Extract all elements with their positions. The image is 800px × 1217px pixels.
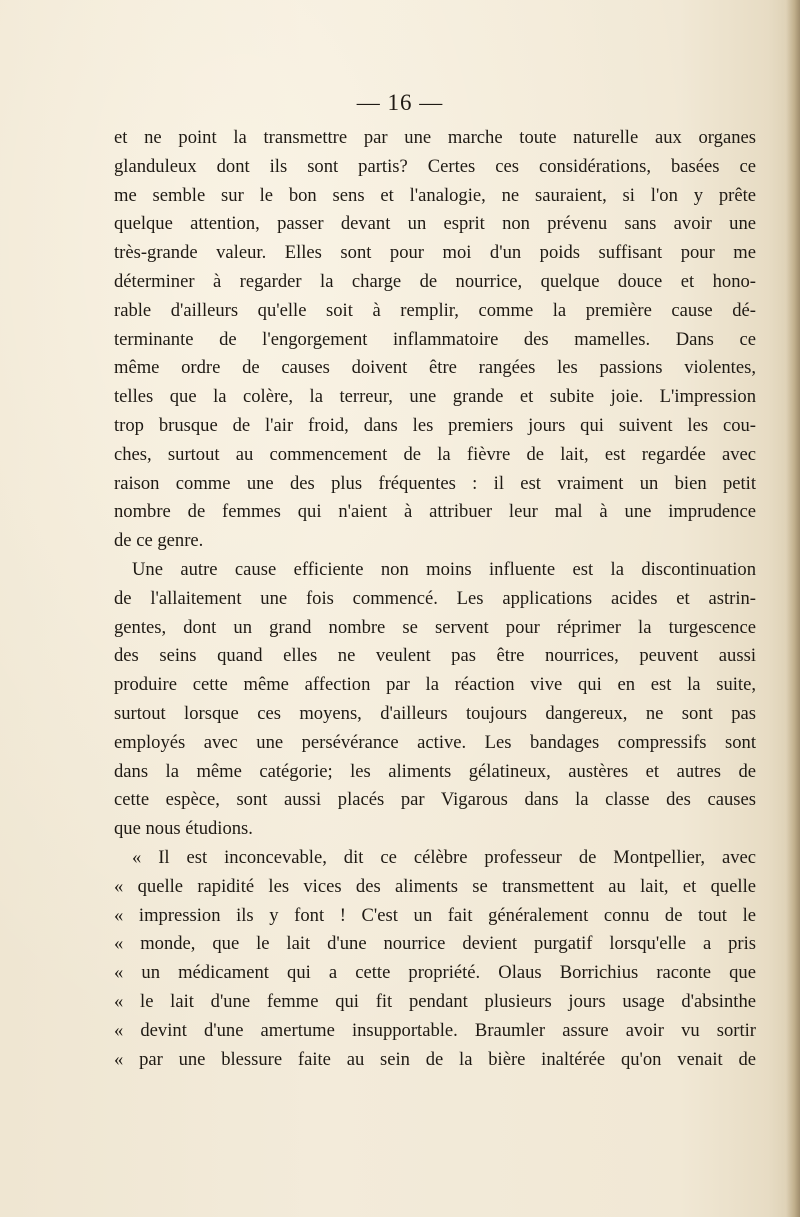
text-line: cette espèce, sont aussi placés par Vigarous dans la classe des causes xyxy=(114,789,756,811)
page-edge-shadow xyxy=(786,0,800,1217)
text-line: de ce genre. xyxy=(114,530,204,552)
text-line: et ne point la transmettre par une marche toute naturelle aux organes xyxy=(114,127,756,148)
text-line: glanduleux dont ils sont partis? Certes ces considérations, basées ce xyxy=(114,155,756,177)
text-line: produire cette même affection par la réaction vive qui en est la suite, xyxy=(114,674,756,696)
text-line: terminante de l'engorgement inflammatoire des mamelles. Dans ce xyxy=(114,328,756,350)
text-line: ches, surtout au commencement de la fièvre de lait, est regardée avec xyxy=(114,443,756,465)
text-line: employés avec une persévérance active. Les bandages compressifs sont xyxy=(114,731,756,753)
text-line: « quelle rapidité les vices des aliments se transmettent au lait, et quelle xyxy=(114,875,756,897)
body-text xyxy=(114,124,756,1074)
text-line: trop brusque de l'air froid, dans les premiers jours qui suivent les cou- xyxy=(114,414,756,436)
text-line: que nous étudions. xyxy=(114,818,253,840)
text-line: de l'allaitement une fois commencé. Les applications acides et astrin- xyxy=(114,587,756,609)
text-line: « par une blessure faite au sein de la bière inaltérée qu'on venait de xyxy=(114,1048,756,1070)
text-line: gentes, dont un grand nombre se servent pour réprimer la turgescence xyxy=(114,616,756,638)
text-line: quelque attention, passer devant un esprit non prévenu sans avoir une xyxy=(114,213,756,235)
text-line: même ordre de causes doivent être rangées les passions violentes, xyxy=(114,357,756,379)
text-line: très-grande valeur. Elles sont pour moi d'un poids suffisant pour me xyxy=(114,242,756,264)
text-line: « Il est inconcevable, dit ce célèbre professeur de Montpellier, avec xyxy=(132,846,756,868)
text-line: « le lait d'une femme qui fit pendant plusieurs jours usage d'absinthe xyxy=(114,990,756,1012)
text-line: surtout lorsque ces moyens, d'ailleurs toujours dangereux, ne sont pas xyxy=(114,702,756,724)
text-line: des seins quand elles ne veulent pas être nourrices, peuvent aussi xyxy=(114,645,756,667)
text-line: déterminer à regarder la charge de nourrice, quelque douce et hono- xyxy=(114,270,756,292)
text-line: « devint d'une amertume insupportable. Braumler assure avoir vu sortir xyxy=(114,1019,756,1041)
text-line: nombre de femmes qui n'aient à attribuer leur mal à une imprudence xyxy=(114,501,756,523)
text-line: dans la même catégorie; les aliments gélatineux, austères et autres de xyxy=(114,760,756,782)
text-line: « un médicament qui a cette propriété. Olaus Borrichius raconte que xyxy=(114,962,756,984)
text-line: rable d'ailleurs qu'elle soit à remplir, comme la première cause dé- xyxy=(114,299,756,321)
text-line: Une autre cause efficiente non moins influente est la discontinuation xyxy=(132,558,756,580)
text-line: « monde, que le lait d'une nourrice devient purgatif lorsqu'elle a pris xyxy=(114,933,756,955)
text-line: raison comme une des plus fréquentes : il est vraiment un bien petit xyxy=(114,472,756,494)
page-number: — 16 — xyxy=(356,90,444,115)
text-line: « impression ils y font ! C'est un fait généralement connu de tout le xyxy=(114,904,756,926)
text-line: telles que la colère, la terreur, une grande et subite joie. L'impression xyxy=(114,386,756,408)
text-line: me semble sur le bon sens et l'analogie, ne sauraient, si l'on y prête xyxy=(114,184,756,206)
